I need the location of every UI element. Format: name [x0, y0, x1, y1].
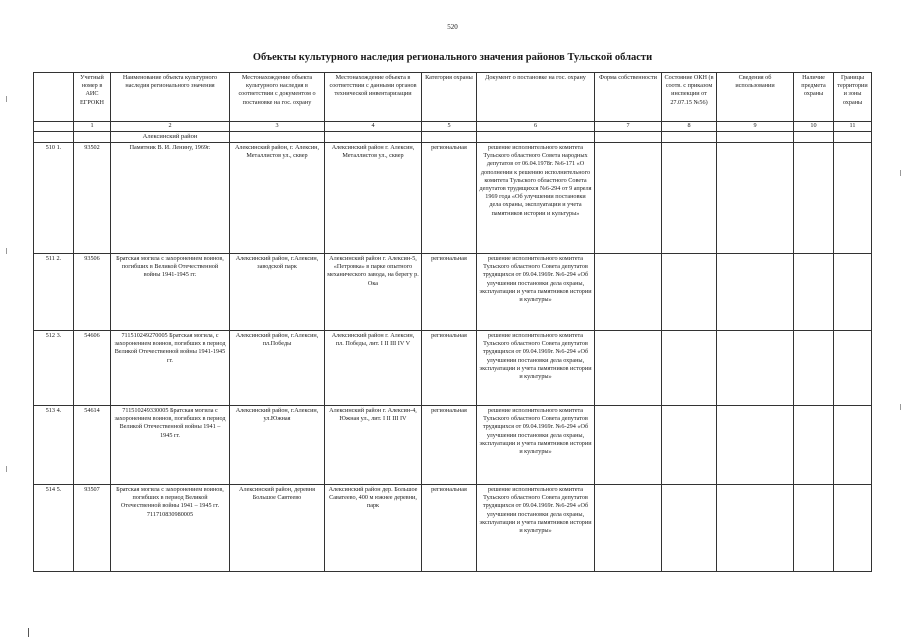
protection-subject	[794, 406, 834, 485]
usage-info	[717, 331, 794, 406]
usage-info	[717, 143, 794, 254]
district-blank	[74, 132, 111, 143]
header-usage-info: Сведения об использовании	[717, 73, 794, 122]
district-blank	[794, 132, 834, 143]
registry-number: 93502	[74, 143, 111, 254]
district-blank	[834, 132, 872, 143]
protection-subject	[794, 143, 834, 254]
protection-category: региональная	[422, 143, 477, 254]
district-blank	[34, 132, 74, 143]
object-name: Памятник В. И. Ленину, 1969г.	[111, 143, 230, 254]
territory-borders	[834, 143, 872, 254]
row-number: 512 3.	[34, 331, 74, 406]
table-row	[34, 331, 872, 406]
scan-edge-mark	[900, 170, 901, 176]
object-name: 711510249330005 Братская могила с захоронением воинов, погибших в период Великой Отечественной войны 1941 – 1945 гг.	[111, 406, 230, 485]
protection-subject	[794, 254, 834, 331]
district-blank	[230, 132, 325, 143]
location-technical: Алексинский район дер. Большое Саватеево, 400 м южнее деревни, парк	[325, 485, 422, 572]
location-document: Алексинский район, г. Алексин, Металлистов ул., сквер	[230, 143, 325, 254]
scan-edge-mark	[6, 96, 7, 102]
document-title: Объекты культурного наследия регионального значения районов Тульской области	[252, 52, 653, 63]
ownership-form	[595, 485, 662, 572]
ownership-form	[595, 406, 662, 485]
scan-edge-mark	[900, 404, 901, 410]
column-number: 2	[111, 122, 230, 132]
scan-edge-mark	[6, 248, 7, 254]
location-document: Алексинский район, г.Алексин, пл.Победы	[230, 331, 325, 406]
table-row	[34, 143, 872, 254]
protection-subject	[794, 485, 834, 572]
column-number: 9	[717, 122, 794, 132]
object-name: Братская могила с захоронением воинов, погибших в период Великой Отечественной войны 1941 – 1945 гг. 711710830980005	[111, 485, 230, 572]
condition	[662, 406, 717, 485]
location-document: Алексинский район, г.Алексин, ул.Южная	[230, 406, 325, 485]
header-location-document: Местонахождение объекта культурного наследия в соответствии с документом о постановке на гос. охрану	[230, 73, 325, 122]
table-row	[34, 406, 872, 485]
page-number: 520	[447, 23, 458, 31]
column-number: 7	[595, 122, 662, 132]
territory-borders	[834, 331, 872, 406]
column-number: 1	[74, 122, 111, 132]
district-blank	[662, 132, 717, 143]
usage-info	[717, 485, 794, 572]
object-name: Братская могила с захоронением воинов, погибших в Великой Отечественной войны 1941-1945 гг.	[111, 254, 230, 331]
protection-document: решение исполнительного комитета Тульского областного Совета депутатов трудящихся от 09.04.1969г. №6-294 «Об улучшении постановки дела охраны, эксплуатации и учета памятников истории и культуры»	[477, 406, 595, 485]
location-technical: Алексинский район г. Алексин, Металлистов ул., сквер	[325, 143, 422, 254]
row-number: 513 4.	[34, 406, 74, 485]
district-name: Алексинский район	[111, 132, 230, 143]
territory-borders	[834, 406, 872, 485]
registry-number: 54606	[74, 331, 111, 406]
territory-borders	[834, 254, 872, 331]
column-number: 5	[422, 122, 477, 132]
column-number: 10	[794, 122, 834, 132]
header-row	[34, 73, 872, 122]
district-blank	[717, 132, 794, 143]
registry-number: 93506	[74, 254, 111, 331]
header-territory-borders: Границы территории и зоны охраны	[834, 73, 872, 122]
table-row	[34, 254, 872, 331]
protection-category: региональная	[422, 485, 477, 572]
location-document: Алексинский район, г.Алексин, заводской парк	[230, 254, 325, 331]
header-protection-category: Категория охраны	[422, 73, 477, 122]
column-number: 8	[662, 122, 717, 132]
condition	[662, 485, 717, 572]
usage-info	[717, 406, 794, 485]
header-num	[34, 73, 74, 122]
header-protection-document: Документ о постановке на гос. охрану	[477, 73, 595, 122]
column-number-blank	[34, 122, 74, 132]
row-number: 511 2.	[34, 254, 74, 331]
scan-speck	[28, 628, 29, 637]
column-number: 6	[477, 122, 595, 132]
header-ownership-form: Форма собственности	[595, 73, 662, 122]
column-number: 11	[834, 122, 872, 132]
column-number: 4	[325, 122, 422, 132]
location-technical: Алексинский район г. Алексин, пл. Победы, лит. I II III IV V	[325, 331, 422, 406]
protection-category: региональная	[422, 406, 477, 485]
scan-edge-mark	[6, 466, 7, 472]
protection-document: решение исполнительного комитета Тульского областного Совета народных депутатов от 06.04.1978г. №6-171 «О дополнении к решению исполнительного комитета Тульского областного Совета депутатов трудящихся №6-294 от 9 апреля 1969 года «Об улучшении постановки дела охраны, эксплуатации и учета памятников истории и культуры»	[477, 143, 595, 254]
district-blank	[477, 132, 595, 143]
ownership-form	[595, 254, 662, 331]
location-technical: Алексинский район г. Алексин-5, «Петровка» в парке опытного механического завода, на берегу р. Ока	[325, 254, 422, 331]
header-location-technical: Местонахождение объекта в соответствии с данными органов технической инвентаризации	[325, 73, 422, 122]
header-object-name: Наименование объекта культурного наследия регионального значения	[111, 73, 230, 122]
protection-subject	[794, 331, 834, 406]
heritage-objects-table	[33, 72, 872, 572]
column-number-row	[34, 122, 872, 132]
usage-info	[717, 254, 794, 331]
location-document: Алексинский район, деревня Большое Савтеево	[230, 485, 325, 572]
territory-borders	[834, 485, 872, 572]
header-protection-subject: Наличие предмета охраны	[794, 73, 834, 122]
row-number: 510 1.	[34, 143, 74, 254]
registry-number: 93507	[74, 485, 111, 572]
header-condition: Состояние ОКН (в соотв. с приказом инспекции от 27.07.15 №56)	[662, 73, 717, 122]
district-blank	[422, 132, 477, 143]
ownership-form	[595, 143, 662, 254]
protection-category: региональная	[422, 331, 477, 406]
condition	[662, 143, 717, 254]
condition	[662, 254, 717, 331]
header-registry-number: Учетный номер в АИС ЕГРОКН	[74, 73, 111, 122]
district-blank	[325, 132, 422, 143]
object-name: 711510249270005 Братская могила, с захоронением воинов, погибших в период Великой Отечественной войны 1941-1945 гг.	[111, 331, 230, 406]
location-technical: Алексинский район г. Алексин-4, Южная ул., лит. I II III IV	[325, 406, 422, 485]
protection-document: решение исполнительного комитета Тульского областного Совета депутатов трудящихся от 09.04.1969г. №6-294 «Об улучшении постановки дела охраны, эксплуатации и учета памятников истории и культуры»	[477, 254, 595, 331]
ownership-form	[595, 331, 662, 406]
district-blank	[595, 132, 662, 143]
column-number: 3	[230, 122, 325, 132]
row-number: 514 5.	[34, 485, 74, 572]
protection-document: решение исполнительного комитета Тульского областного Совета депутатов трудящихся от 09.04.1969г. №6-294 «Об улучшении постановки дела охраны, эксплуатации и учета памятников истории и культуры»	[477, 331, 595, 406]
condition	[662, 331, 717, 406]
protection-category: региональная	[422, 254, 477, 331]
protection-document: решение исполнительного комитета Тульского областного Совета депутатов трудящихся от 09.04.1969г. №6-294 «Об улучшении постановки дела охраны, эксплуатации и учета памятников истории и культуры»	[477, 485, 595, 572]
registry-number: 54614	[74, 406, 111, 485]
district-row	[34, 132, 872, 143]
table-row	[34, 485, 872, 572]
